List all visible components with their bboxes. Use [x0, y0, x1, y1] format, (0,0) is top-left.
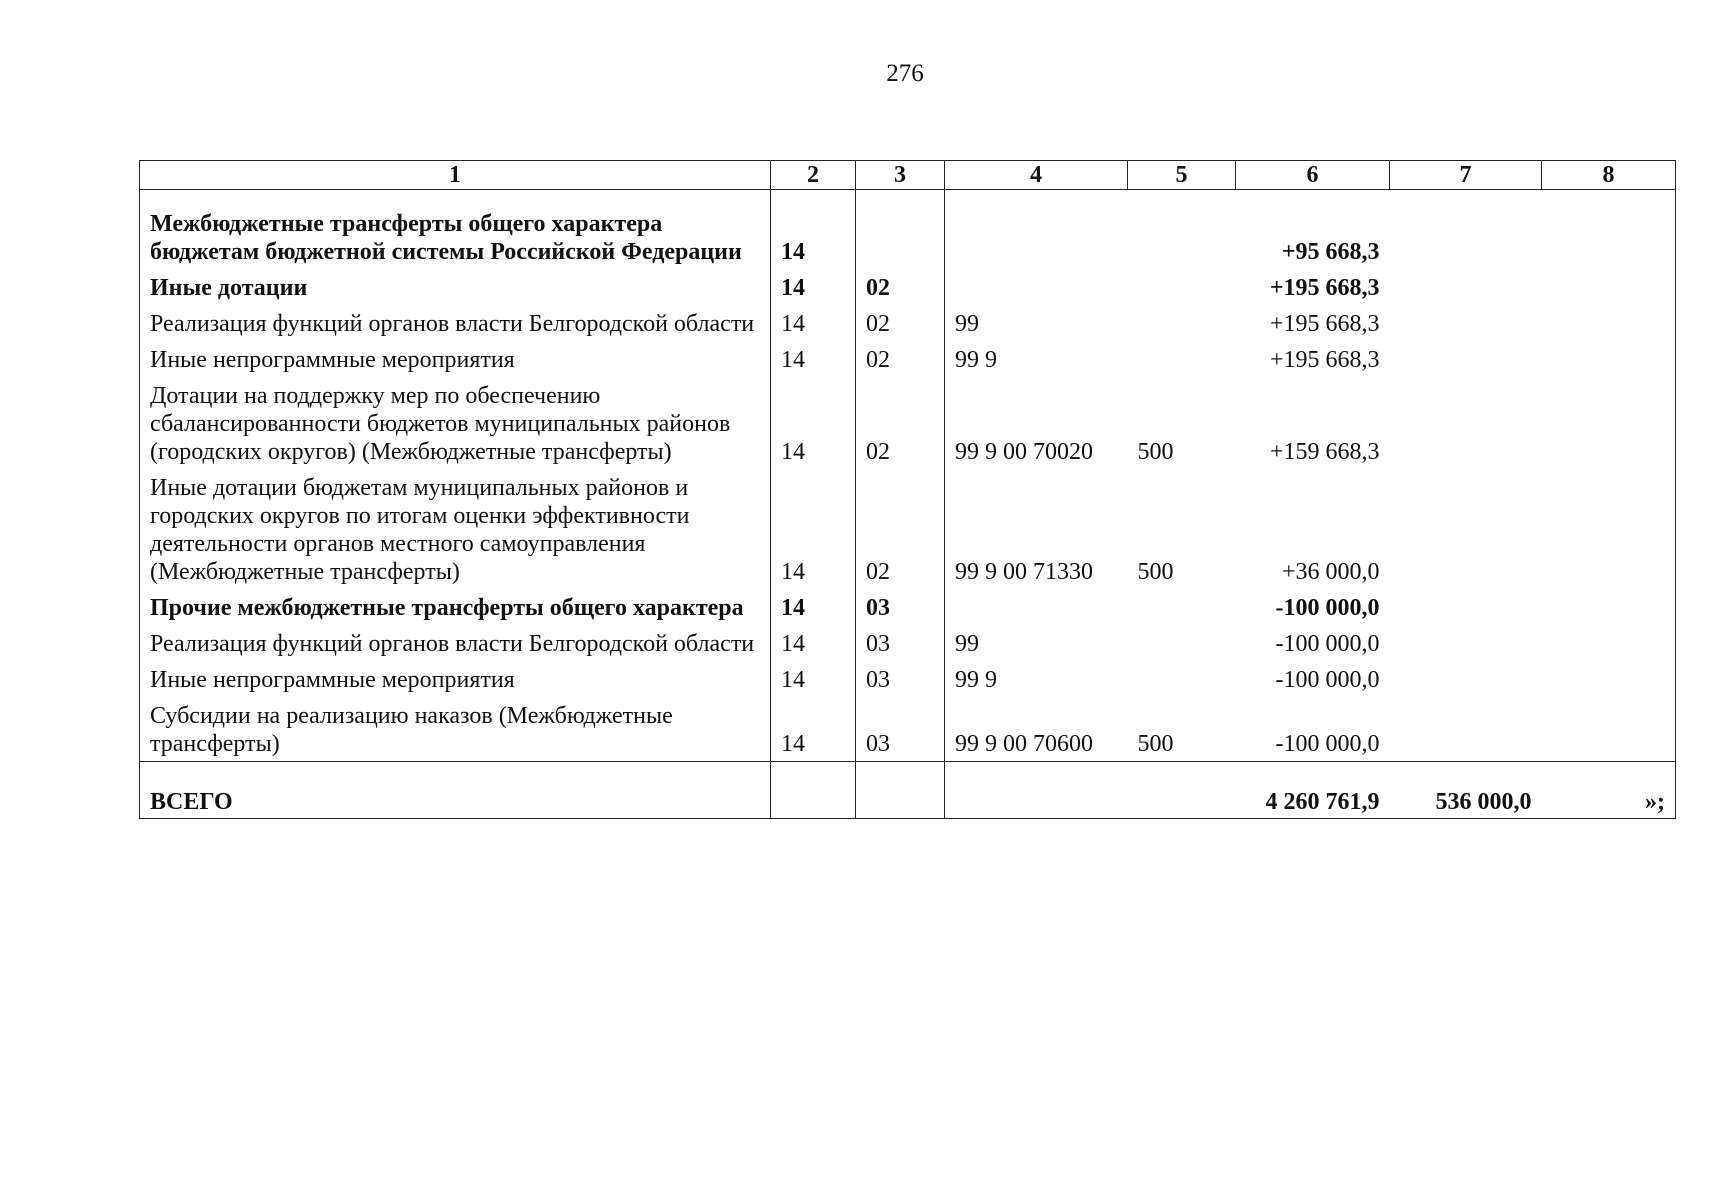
row-amount: +195 668,3: [1269, 311, 1380, 337]
row-section: 14: [771, 625, 856, 661]
row-expense-type: 500: [1137, 559, 1174, 585]
table-row: [140, 697, 1676, 762]
row-section: 14: [771, 589, 856, 625]
table-row: [140, 377, 1676, 469]
row-name: Реализация функций органов власти Белгородской области: [140, 625, 771, 661]
table-body: [140, 190, 1676, 762]
table-row: [140, 469, 1676, 589]
row-name: Прочие межбюджетные трансферты общего характера: [140, 589, 771, 625]
row-col8: [1542, 625, 1676, 661]
row-subsection: 02: [856, 269, 945, 305]
row-section: 14: [771, 269, 856, 305]
row-expense-type: [1128, 269, 1236, 305]
column-header-3: 3: [856, 161, 945, 190]
row-col7: [1390, 661, 1542, 697]
row-col8: [1542, 269, 1676, 305]
budget-table: [139, 160, 1676, 819]
row-subsection: 02: [856, 305, 945, 341]
row-col8: [1542, 589, 1676, 625]
row-amount: +195 668,3: [1269, 347, 1380, 373]
column-header-4: 4: [945, 161, 1128, 190]
row-section: 14: [771, 377, 856, 469]
row-amount: +95 668,3: [1281, 239, 1380, 265]
row-expense-type: [1128, 341, 1236, 377]
row-subsection: 03: [856, 697, 945, 762]
row-target-code: 99 9: [945, 341, 1128, 377]
row-expense-type: 500: [1137, 731, 1174, 757]
row-section: 14: [771, 661, 856, 697]
column-header-7: 7: [1390, 161, 1542, 190]
row-expense-type: 500: [1137, 439, 1174, 465]
row-expense-type: [1128, 625, 1236, 661]
page-number: 276: [886, 60, 924, 87]
total-amount-col7: 536 000,0: [1390, 762, 1542, 819]
column-header-8: 8: [1542, 161, 1676, 190]
row-name: Иные дотации бюджетам муниципальных районов и городских округов по итогам оценки эффективности деятельности органов местного самоуправления (Межбюджетные трансферты): [140, 469, 771, 589]
row-subsection: 03: [856, 661, 945, 697]
row-col7: [1390, 269, 1542, 305]
row-amount: -100 000,0: [1275, 595, 1380, 621]
row-col8: [1542, 305, 1676, 341]
row-col8: [1542, 661, 1676, 697]
total-section-cell: [771, 762, 856, 819]
table-row: [140, 341, 1676, 377]
total-subsection-cell: [856, 762, 945, 819]
table-row: [140, 661, 1676, 697]
total-label: ВСЕГО: [140, 762, 771, 819]
row-target-code: 99: [945, 625, 1128, 661]
table-row: [140, 269, 1676, 305]
row-expense-type: [1128, 305, 1236, 341]
row-subsection: [856, 190, 945, 270]
column-header-1: 1: [140, 161, 771, 190]
row-name: Иные непрограммные мероприятия: [140, 661, 771, 697]
table-header-row: [140, 161, 1676, 190]
row-col8: [1542, 377, 1676, 469]
row-col7: [1390, 469, 1542, 589]
row-expense-type: [1128, 589, 1236, 625]
total-row: [140, 762, 1676, 819]
row-amount: +159 668,3: [1269, 439, 1380, 465]
total-amount-col6: 4 260 761,9: [1236, 762, 1390, 819]
row-target-code: 99 9 00 71330: [945, 469, 1128, 589]
row-amount: -100 000,0: [1275, 667, 1380, 693]
column-header-5: 5: [1128, 161, 1236, 190]
table-row: [140, 305, 1676, 341]
row-target-code: [945, 190, 1128, 270]
row-col8: [1542, 469, 1676, 589]
row-target-code: [945, 269, 1128, 305]
table-row: [140, 625, 1676, 661]
row-col7: [1390, 697, 1542, 762]
row-col7: [1390, 190, 1542, 270]
row-subsection: 03: [856, 625, 945, 661]
column-header-2: 2: [771, 161, 856, 190]
row-name: Реализация функций органов власти Белгородской области: [140, 305, 771, 341]
row-col8: [1542, 341, 1676, 377]
row-section: 14: [771, 469, 856, 589]
total-type-cell: [1128, 762, 1236, 819]
row-expense-type: [1128, 661, 1236, 697]
row-name: Субсидии на реализацию наказов (Межбюджетные трансферты): [140, 697, 771, 762]
row-subsection: 02: [856, 377, 945, 469]
row-target-code: [945, 589, 1128, 625]
row-section: 14: [771, 190, 856, 270]
row-amount: +36 000,0: [1281, 559, 1380, 585]
row-section: 14: [771, 697, 856, 762]
row-subsection: 02: [856, 341, 945, 377]
row-col8: [1542, 190, 1676, 270]
row-col7: [1390, 625, 1542, 661]
row-name: Иные непрограммные мероприятия: [140, 341, 771, 377]
row-name: Межбюджетные трансферты общего характера бюджетам бюджетной системы Российской Федерации: [140, 190, 771, 270]
row-target-code: 99 9: [945, 661, 1128, 697]
row-amount: -100 000,0: [1275, 731, 1380, 757]
row-name: Иные дотации: [140, 269, 771, 305]
row-col7: [1390, 305, 1542, 341]
row-name: Дотации на поддержку мер по обеспечению сбалансированности бюджетов муниципальных районов (городских округов) (Межбюджетные трансферты): [140, 377, 771, 469]
closing-quote: »;: [1542, 762, 1676, 819]
total-target-cell: [945, 762, 1128, 819]
row-expense-type: [1128, 190, 1236, 270]
row-target-code: 99 9 00 70600: [945, 697, 1128, 762]
row-section: 14: [771, 341, 856, 377]
table-row: [140, 589, 1676, 625]
row-section: 14: [771, 305, 856, 341]
row-subsection: 03: [856, 589, 945, 625]
row-col7: [1390, 341, 1542, 377]
table-row: [140, 190, 1676, 270]
row-col7: [1390, 377, 1542, 469]
column-header-6: 6: [1236, 161, 1390, 190]
row-subsection: 02: [856, 469, 945, 589]
row-target-code: 99 9 00 70020: [945, 377, 1128, 469]
row-target-code: 99: [945, 305, 1128, 341]
row-col8: [1542, 697, 1676, 762]
row-amount: +195 668,3: [1269, 275, 1380, 301]
row-col7: [1390, 589, 1542, 625]
row-amount: -100 000,0: [1275, 631, 1380, 657]
